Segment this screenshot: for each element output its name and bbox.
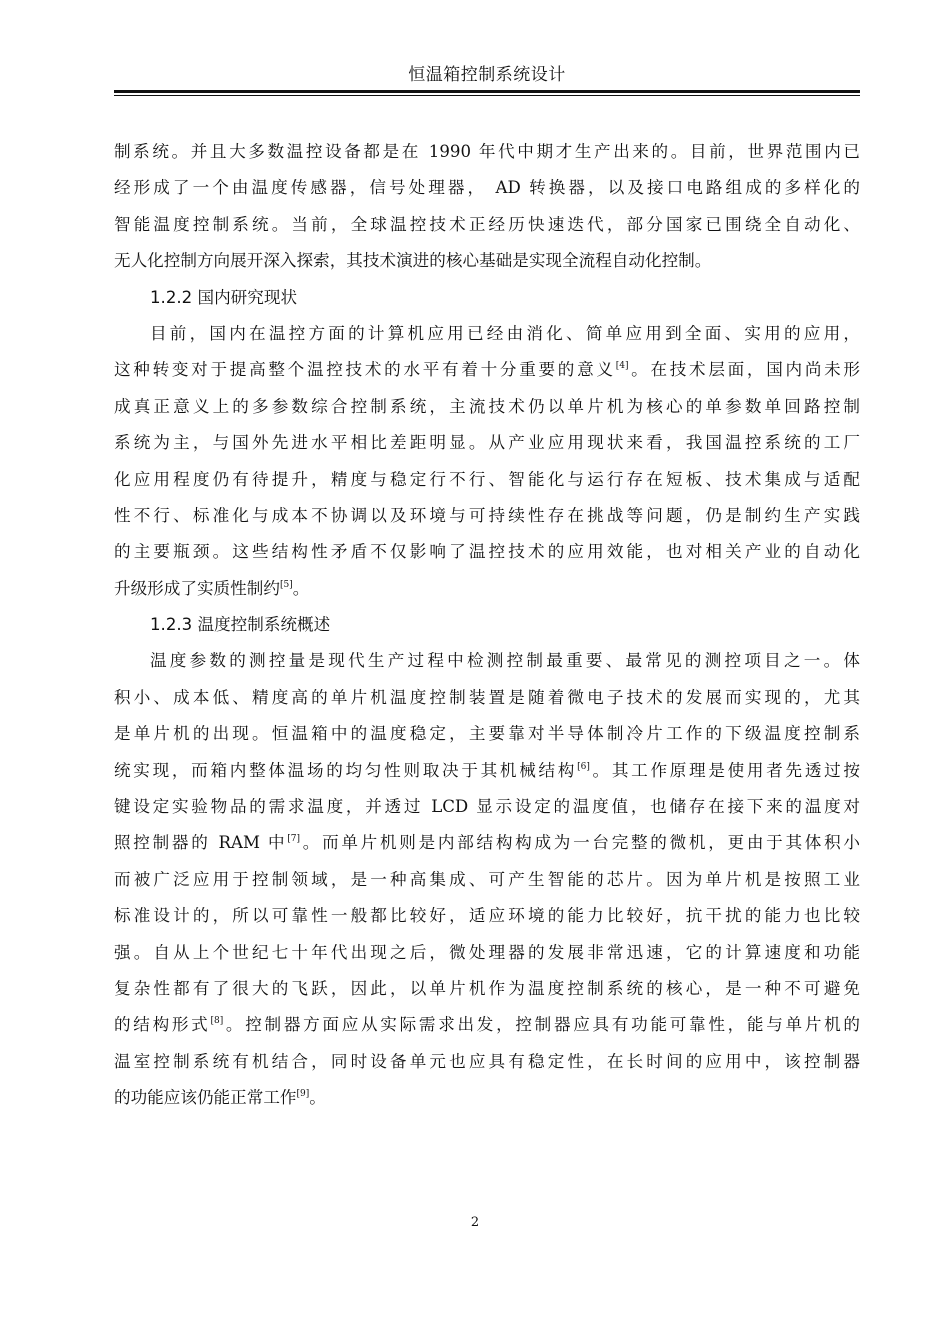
paragraph-line: 制系统。并且大多数温控设备都是在 1990 年代中期才生产出来的。目前，世界范围内已 (114, 142, 860, 161)
paragraph-line: 性不行、标准化与成本不协调以及环境与可持续性存在挑战等问题，仍是制约生产实践 (114, 505, 860, 525)
text-run: 。其工作原理是使用者先透过按 (589, 760, 861, 780)
text-run: 的功能应该仍能正常工作 (114, 1088, 297, 1108)
paragraph-line: 成真正意义上的多参数综合控制系统，主流技术仍以单片机为核心的单参数单回路控制 (114, 396, 860, 416)
text-run: 统实现，而箱内整体温场的均匀性则取决于其机械结构 (114, 760, 578, 780)
text-run: 。 (309, 1088, 326, 1108)
paragraph-line: 而被广泛应用于控制领域，是一种高集成、可产生智能的芯片。因为单片机是按照工业 (114, 869, 860, 889)
paragraph-line: 智能温度控制系统。当前，全球温控技术正经历快速迭代，部分国家已围绕全自动化、 (114, 214, 860, 234)
citation-ref: [9] (296, 1089, 310, 1100)
text-run: 。控制器方面应从实际需求出发，控制器应具有功能可靠性，能与单片机的 (223, 1015, 861, 1035)
paragraph-line: 温室控制系统有机结合，同时设备单元也应具有稳定性，在长时间的应用中，该控制器 (114, 1051, 860, 1071)
paragraph-line (114, 352, 860, 388)
citation-ref: [5] (279, 579, 293, 590)
text-run: 。而单片机则是内部结构构成为一台完整的微机，更由于其体积小 (300, 833, 860, 853)
citation-ref: [6] (577, 761, 590, 772)
paragraph-line: 无人化控制方向展开深入探索，其技术演进的核心基础是实现全流程自动化控制。 (114, 251, 712, 271)
citation-ref: [8] (210, 1016, 224, 1027)
paragraph-line (114, 571, 860, 607)
paragraph-line (114, 1080, 860, 1116)
paragraph-line (114, 1007, 860, 1043)
text-run: 的结构形式 (114, 1015, 211, 1035)
text-run: 照控制器的 RAM 中 (114, 833, 288, 853)
paragraph-line (114, 753, 860, 789)
paragraph-line: 是单片机的出现。恒温箱中的温度稳定，主要靠对半导体制冷片工作的下级温度控制系 (114, 724, 860, 744)
header-rule-thick (114, 90, 860, 93)
text-run: 升级形成了实质性制约 (114, 578, 280, 598)
text-run: 。 (292, 578, 310, 598)
paragraph-line: 化应用程度仍有待提升，精度与稳定行不行、智能化与运行存在短板、技术集成与适配 (114, 469, 860, 489)
paragraph-line: 复杂性都有了很大的飞跃，因此，以单片机作为温度控制系统的核心，是一种不可避免 (114, 978, 860, 998)
section-heading-1-2-2: 1.2.2 国内研究现状 (150, 287, 298, 307)
paragraph-line: 系统为主，与国外先进水平相比差距明显。从产业应用现状来看，我国温控系统的工厂 (114, 433, 860, 453)
citation-ref: [4] (615, 361, 629, 372)
paragraph-line: 的主要瓶颈。这些结构性矛盾不仅影响了温控技术的应用效能，也对相关产业的自动化 (114, 542, 860, 562)
running-header: 恒温箱控制系统设计 (408, 65, 566, 85)
paragraph-line (114, 825, 860, 861)
citation-ref: [7] (287, 834, 301, 845)
paragraph-line: 积小、成本低、精度高的单片机温度控制装置是随着微电子技术的发展而实现的，尤其 (114, 687, 860, 707)
paragraph-line: 标准设计的，所以可靠性一般都比较好，适应环境的能力比较好，抗干扰的能力也比较 (114, 906, 860, 926)
paragraph-line: 强。自从上个世纪七十年代出现之后，微处理器的发展非常迅速，它的计算速度和功能 (114, 942, 860, 962)
section-heading-1-2-3: 1.2.3 温度控制系统概述 (150, 615, 331, 635)
paragraph-line: 经形成了一个由温度传感器，信号处理器， AD 转换器，以及接口电路组成的多样化的 (114, 178, 860, 198)
header-rule-thin (114, 95, 860, 96)
paragraph-line: 温度参数的测控量是现代生产过程中检测控制最重要、最常见的测控项目之一。体 (150, 651, 860, 671)
paragraph-line: 目前，国内在温控方面的计算机应用已经由消化、简单应用到全面、实用的应用， (150, 323, 860, 343)
text-run: 。在技术层面，国内尚未形 (628, 360, 861, 380)
page-number: 2 (470, 1215, 480, 1230)
body-text (114, 134, 860, 1117)
text-run: 这种转变对于提高整个温控技术的水平有着十分重要的意义 (114, 360, 616, 380)
paragraph-line: 键设定实验物品的需求温度，并透过 LCD 显示设定的温度值，也储存在接下来的温度对 (114, 797, 860, 817)
